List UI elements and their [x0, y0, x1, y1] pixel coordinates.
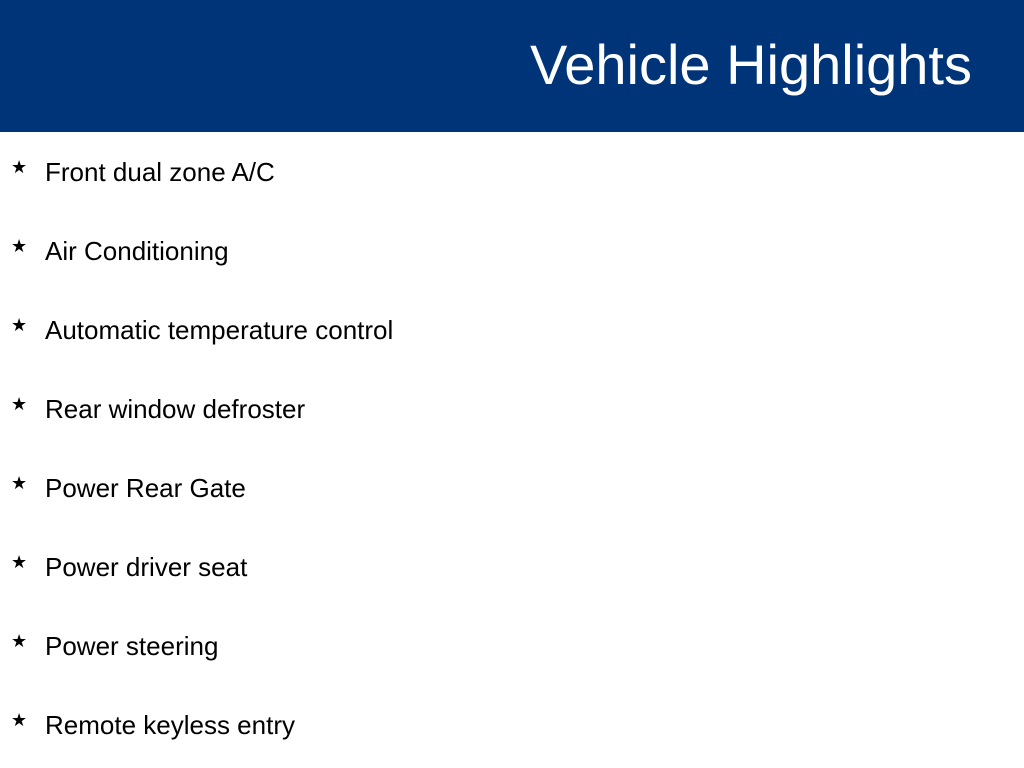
list-item-label: Power Rear Gate	[45, 473, 246, 503]
star-icon: ★	[11, 315, 28, 336]
star-icon: ★	[11, 552, 28, 573]
star-icon: ★	[11, 473, 28, 494]
list-item-label: Power driver seat	[45, 552, 248, 582]
list-item-label: Remote keyless entry	[45, 710, 295, 740]
list-item-label: Front dual zone A/C	[45, 157, 275, 187]
title-bar	[0, 0, 1024, 132]
list-item-label: Air Conditioning	[45, 236, 229, 266]
list-item-label: Power steering	[45, 631, 219, 661]
list-item-label: Automatic temperature control	[45, 315, 394, 345]
star-icon: ★	[11, 236, 28, 257]
list-item-label: Rear window defroster	[45, 394, 306, 424]
star-icon: ★	[11, 710, 28, 731]
page-title: Vehicle Highlights	[529, 33, 972, 96]
star-icon: ★	[11, 631, 28, 652]
star-icon: ★	[11, 394, 28, 415]
star-icon: ★	[11, 157, 28, 178]
